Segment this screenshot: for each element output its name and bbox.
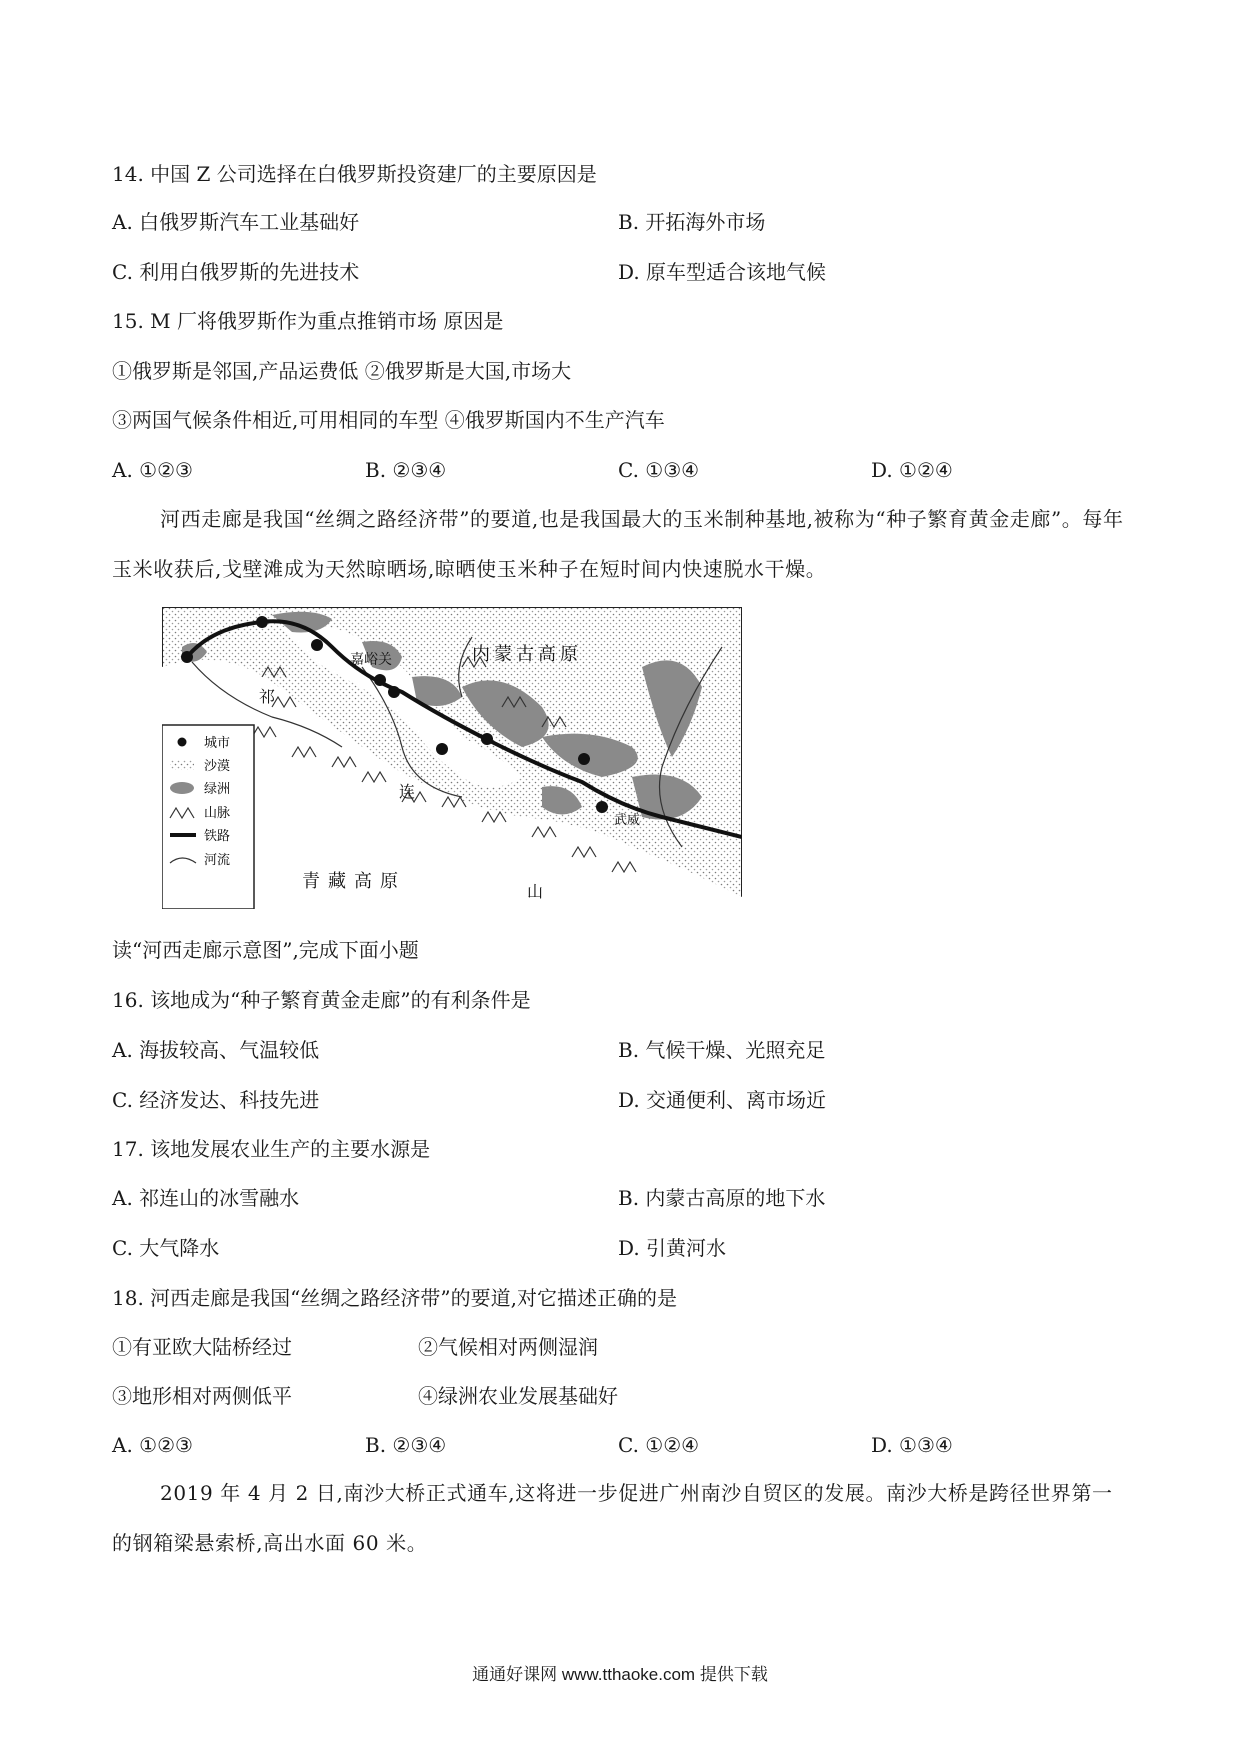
q17-option-b: B. 内蒙古高原的地下水 xyxy=(618,1186,826,1210)
q18-option-d: D. ①③④ xyxy=(871,1433,953,1457)
q18-statement-2: ②气候相对两侧湿润 xyxy=(418,1335,598,1359)
label-inner-mongolia-plateau: 内蒙古高原 xyxy=(472,644,582,665)
legend-city-symbol xyxy=(178,738,187,747)
legend-city: 城市 xyxy=(204,736,231,751)
q14-option-c: C. 利用白俄罗斯的先进技术 xyxy=(112,260,360,284)
q17-stem: 17. 该地发展农业生产的主要水源是 xyxy=(112,1137,431,1161)
q17-option-d: D. 引黄河水 xyxy=(618,1236,727,1260)
q14-option-d: D. 原车型适合该地气候 xyxy=(618,260,827,284)
q18-option-c: C. ①②④ xyxy=(618,1433,700,1457)
legend-mountain: 山脉 xyxy=(204,806,231,821)
label-lian: 连 xyxy=(399,782,416,801)
page-footer: 通通好课网 www.tthaoke.com 提供下载 xyxy=(472,1665,768,1684)
q15-option-a: A. ①②③ xyxy=(112,458,193,482)
q15-statements-2: ③两国气候条件相近,可用相同的车型 ④俄罗斯国内不生产汽车 xyxy=(112,408,665,432)
legend-desert-symbol xyxy=(170,760,194,770)
q15-option-b: B. ②③④ xyxy=(365,458,447,482)
q15-option-c: C. ①③④ xyxy=(618,458,700,482)
label-jiayuguan: 嘉峪关 xyxy=(350,652,392,668)
q16-option-b: B. 气候干燥、光照充足 xyxy=(618,1038,826,1062)
q14-stem: 14. 中国 Z 公司选择在白俄罗斯投资建厂的主要原因是 xyxy=(112,162,597,186)
label-shan: 山 xyxy=(527,882,544,901)
q15-option-d: D. ①②④ xyxy=(871,458,953,482)
map-legend xyxy=(162,725,254,909)
q15-statements-1: ①俄罗斯是邻国,产品运费低 ②俄罗斯是大国,市场大 xyxy=(112,359,572,383)
read-instruction: 读“河西走廊示意图”,完成下面小题 xyxy=(112,938,419,962)
legend-oasis-symbol xyxy=(170,782,194,794)
q16-option-d: D. 交通便利、离市场近 xyxy=(618,1088,827,1112)
q16-option-a: A. 海拔较高、气温较低 xyxy=(112,1038,320,1062)
legend-desert: 沙漠 xyxy=(204,759,231,774)
q15-stem: 15. M 厂将俄罗斯作为重点推销市场 原因是 xyxy=(112,309,504,333)
hexi-corridor-map xyxy=(162,607,742,909)
q18-statement-4: ④绿洲农业发展基础好 xyxy=(418,1384,618,1408)
q18-statement-1: ①有亚欧大陆桥经过 xyxy=(112,1335,292,1359)
legend-railway: 铁路 xyxy=(204,829,231,844)
label-tibetan-plateau: 青藏高原 xyxy=(302,871,406,892)
label-qi: 祁 xyxy=(259,687,276,706)
q14-option-b: B. 开拓海外市场 xyxy=(618,210,766,234)
q18-statement-3: ③地形相对两侧低平 xyxy=(112,1384,292,1408)
q14-option-a: A. 白俄罗斯汽车工业基础好 xyxy=(112,210,360,234)
q17-option-c: C. 大气降水 xyxy=(112,1236,220,1260)
q16-option-c: C. 经济发达、科技先进 xyxy=(112,1088,320,1112)
legend-oasis: 绿洲 xyxy=(204,782,231,797)
hexi-intro-paragraph: 河西走廊是我国“丝绸之路经济带”的要道,也是我国最大的玉米制种基地,被称为“种子繁育黄金走廊”。每年玉米收获后,戈壁滩成为天然晾晒场,晾晒使玉米种子在短时间内快速脱水干燥。 xyxy=(112,507,1124,581)
q18-option-a: A. ①②③ xyxy=(112,1433,193,1457)
label-wuwei: 武威 xyxy=(614,813,641,828)
legend-river: 河流 xyxy=(204,853,231,868)
q16-stem: 16. 该地成为“种子繁育黄金走廊”的有利条件是 xyxy=(112,988,531,1012)
q18-stem: 18. 河西走廊是我国“丝绸之路经济带”的要道,对它描述正确的是 xyxy=(112,1286,677,1310)
nansha-bridge-paragraph: 2019 年 4 月 2 日,南沙大桥正式通车,这将进一步促进广州南沙自贸区的发展。南沙大桥是跨径世界第一的钢箱梁悬索桥,高出水面 60 米。 xyxy=(112,1481,1113,1555)
q18-option-b: B. ②③④ xyxy=(365,1433,447,1457)
q17-option-a: A. 祁连山的冰雪融水 xyxy=(112,1186,300,1210)
